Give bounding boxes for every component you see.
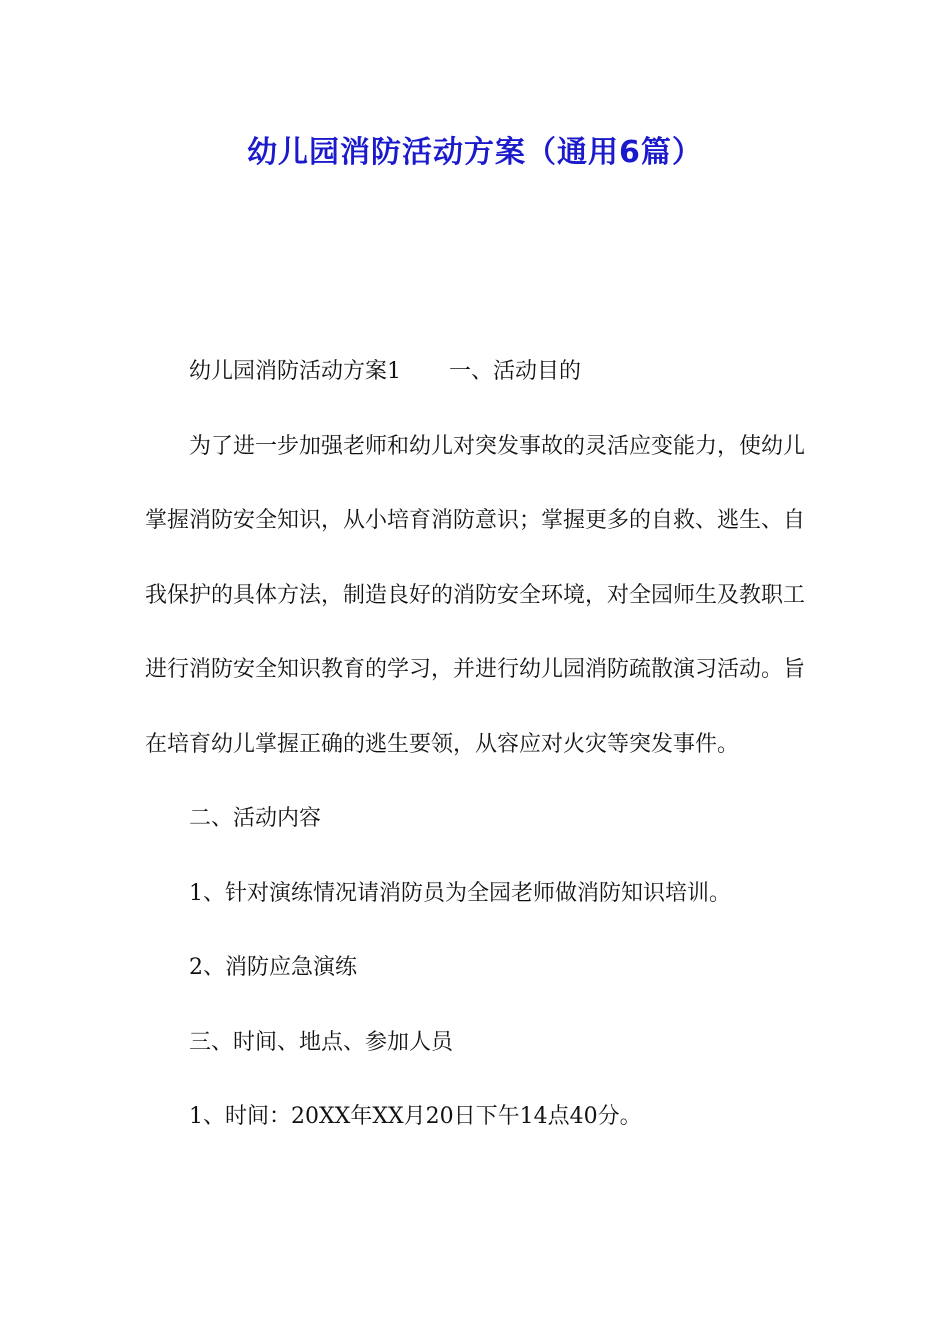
paragraph-purpose: 为了进一步加强老师和幼儿对突发事故的灵活应变能力，使幼儿掌握消防安全知识，从小培育消防意识；掌握更多的自救、逃生、自我保护的具体方法，制造良好的消防安全环境，对全园师生及教职工进行消防安全知识教育的学习，并进行幼儿园消防疏散演习活动。旨在培育幼儿掌握正确的逃生要领，从容应对火灾等突发事件。: [145, 433, 806, 757]
document-title: 幼儿园消防活动方案（通用6篇）: [247, 135, 703, 170]
section-heading-purpose: 一、活动目的: [449, 359, 582, 384]
document-body: [145, 335, 805, 1155]
paragraph-heading-plan-1: [145, 335, 805, 410]
list-item-training: 1、针对演练情况请消防员为全园老师做消防知识培训。: [189, 880, 731, 906]
section-heading-content: 二、活动内容: [189, 806, 322, 831]
list-item-drill: 2、消防应急演练: [189, 955, 357, 980]
list-item-time: 1、时间：20XX年XX月20日下午14点40分。: [189, 1104, 642, 1129]
plan-1-title: 幼儿园消防活动方案1: [189, 359, 401, 384]
section-heading-time-place: 三、时间、地点、参加人员: [189, 1029, 454, 1055]
